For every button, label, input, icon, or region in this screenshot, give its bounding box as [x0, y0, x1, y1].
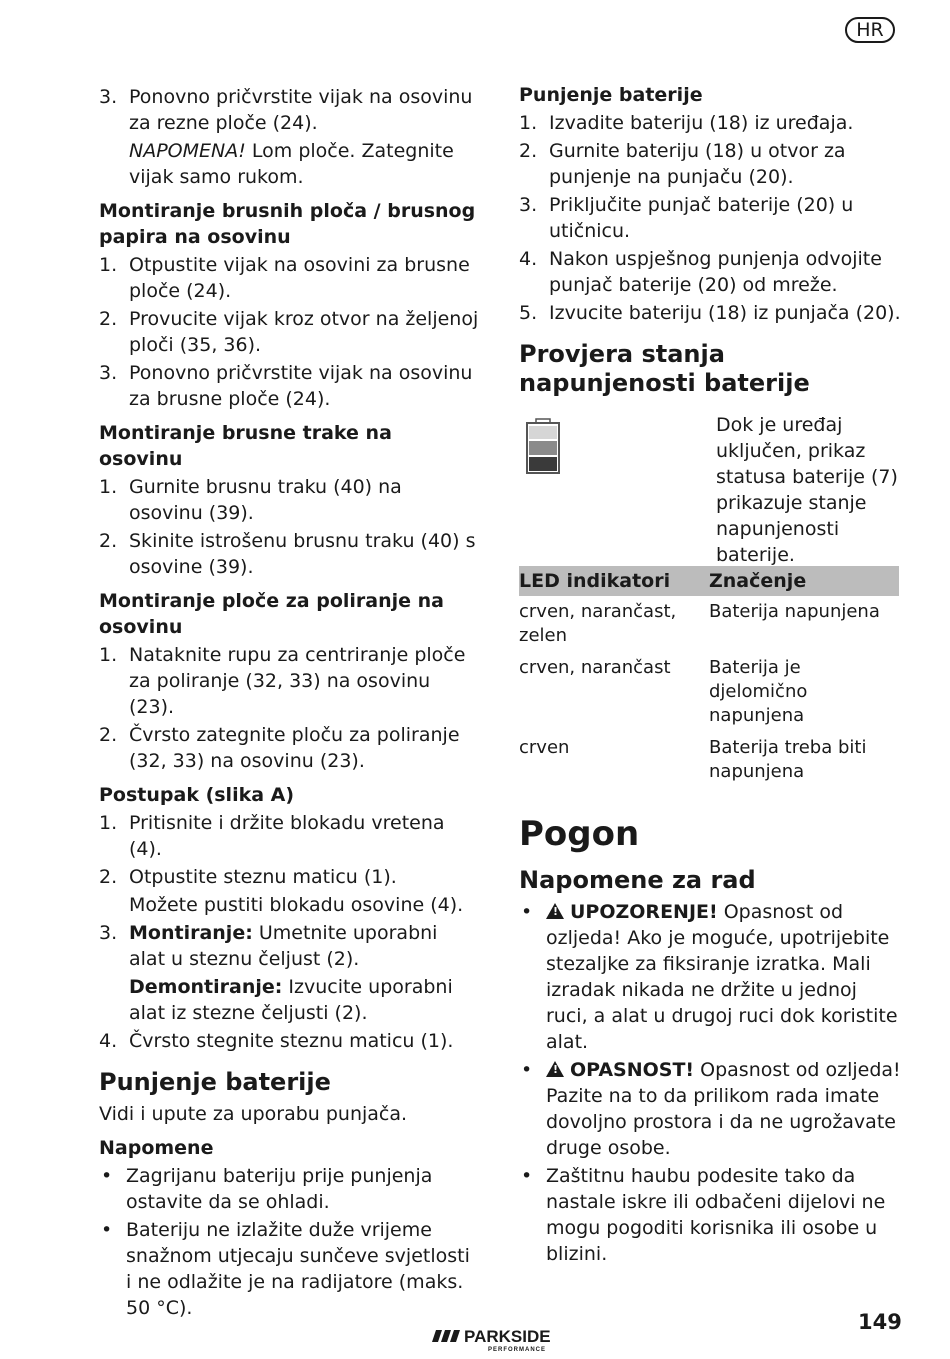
bullet-text: Bateriju ne izlažite duže vrijeme snažnom utjecaju sunčeve svjetlosti i ne odlažite je na radijatore (maks. 50 °C).	[126, 1219, 470, 1319]
step-bold-label: Montiranje:	[129, 922, 253, 944]
step-text: Otpustite vijak na osovini za brusne ploče (24).	[129, 254, 470, 302]
note-label: NAPOMENA!	[129, 140, 246, 162]
bullet-dot: •	[101, 1165, 113, 1187]
step-list	[99, 84, 479, 190]
step-extra	[129, 974, 479, 1026]
warning-icon: !	[546, 1061, 564, 1077]
step-text: Čvrsto zategnite ploču za poliranje (32, 33) na osovinu (23).	[129, 724, 460, 772]
chapter-title: Pogon	[519, 814, 640, 854]
table-cell: Baterija napunjena	[709, 601, 880, 622]
bullet-text: Opasnost od ozljeda! Pazite na to da prilikom rada imate dovoljno prostora i da ne ugrožavate druge osobe.	[546, 1059, 901, 1159]
list-item	[99, 474, 479, 526]
section-heading: Montiranje brusnih ploča / brusnog papira na osovinu	[99, 200, 476, 248]
step-number: 3.	[99, 922, 118, 944]
section-title: Punjenje baterije	[99, 1068, 331, 1096]
step-list	[99, 810, 479, 1054]
step-list	[99, 252, 479, 412]
step-text: Pritisnite i držite blokadu vretena (4).	[129, 812, 445, 860]
section-title: Napomene za rad	[519, 866, 756, 894]
list-item	[99, 252, 479, 304]
step-number: 1.	[99, 254, 118, 276]
section-heading: Montiranje ploče za poliranje na osovinu	[99, 590, 444, 638]
table-cell: crven, narančast, zelen	[519, 601, 677, 646]
list-item	[519, 300, 901, 326]
step-text: Priključite punjač baterije (20) u utičnicu.	[549, 194, 854, 242]
step-text: Skinite istrošenu brusnu traku (40) s osovine (39).	[129, 530, 476, 578]
table-row	[519, 652, 899, 732]
left-column	[99, 82, 479, 1321]
list-item	[99, 1163, 479, 1215]
note-text: Lom ploče. Zategnite vijak samo rukom.	[129, 140, 454, 188]
step-text: Izvucite bateriju (18) iz punjača (20).	[549, 302, 901, 324]
step-text: Čvrsto stegnite steznu maticu (1).	[129, 1030, 454, 1052]
list-item	[519, 1057, 901, 1161]
bullet-dot: •	[101, 1219, 113, 1241]
step-number: 3.	[99, 362, 118, 384]
step-text: Izvadite bateriju (18) iz uređaja.	[549, 112, 854, 134]
step-text: Gurnite bateriju (18) u otvor za punjenje na punjaču (20).	[549, 140, 846, 188]
step-text: Ponovno pričvrstite vijak na osovinu za brusne ploče (24).	[129, 362, 473, 410]
battery-status-block	[519, 412, 901, 566]
section-heading: Postupak (slika A)	[99, 784, 295, 806]
bullet-list	[519, 899, 901, 1267]
step-text: Provucite vijak kroz otvor na željenoj ploči (35, 36).	[129, 308, 479, 356]
table-header: Značenje	[709, 566, 899, 596]
step-number: 5.	[519, 302, 538, 324]
bullet-dot: •	[521, 901, 533, 923]
list-item	[99, 306, 479, 358]
list-item	[99, 360, 479, 412]
step-extra: Možete pustiti blokadu osovine (4).	[129, 894, 464, 916]
warning-label: UPOZORENJE!	[570, 901, 718, 923]
list-item	[99, 722, 479, 774]
bullet-dot: •	[521, 1165, 533, 1187]
page-number: 149	[858, 1310, 902, 1334]
list-item	[519, 138, 901, 190]
list-item	[519, 246, 901, 298]
table-header: LED indikatori	[519, 566, 709, 596]
list-item	[99, 1217, 479, 1321]
step-number: 1.	[519, 112, 538, 134]
language-badge: HR	[845, 17, 895, 43]
table-row	[519, 596, 899, 652]
parkside-logo	[430, 1318, 590, 1354]
right-column	[519, 82, 901, 1267]
list-item	[99, 810, 479, 862]
list-item	[519, 899, 901, 1055]
step-number: 3.	[519, 194, 538, 216]
step-text: Umetnite uporabni alat u steznu čeljust (2).	[129, 922, 438, 970]
step-text: Otpustite steznu maticu (1).	[129, 866, 397, 888]
bullet-text: Zagrijanu bateriju prije punjenja ostavite da se ohladi.	[126, 1165, 433, 1213]
list-item	[99, 920, 479, 1026]
list-item	[519, 1163, 901, 1267]
list-item	[99, 864, 479, 918]
step-number: 4.	[519, 248, 538, 270]
step-text: Nakon uspješnog punjenja odvojite punjač baterije (20) od mreže.	[549, 248, 882, 296]
step-list	[519, 110, 901, 326]
step-text: Ponovno pričvrstite vijak na osovinu za rezne ploče (24).	[129, 86, 473, 134]
step-number: 4.	[99, 1030, 118, 1052]
section-heading: Montiranje brusne trake na osovinu	[99, 422, 392, 470]
list-item	[519, 110, 901, 136]
step-bold-label: Demontiranje:	[129, 976, 283, 998]
table-row	[519, 732, 899, 788]
note-line	[129, 138, 479, 190]
step-number: 2.	[99, 530, 118, 552]
list-item	[99, 528, 479, 580]
bullet-text: Opasnost od ozljeda! Ako je moguće, upotrijebite stezaljke za fiksiranje izratka. Mali izradak nikada ne držite u jednoj ruci, a alat u drugoj ruci dok koristite alat.	[546, 901, 898, 1053]
brand-name: PARKSIDE	[464, 1327, 551, 1346]
battery-description: Dok je uređaj uključen, prikaz statusa baterije (7) prikazuje stanje napunjenosti baterije.	[716, 414, 898, 566]
list-item	[99, 642, 479, 720]
table-cell: Baterija treba biti napunjena	[709, 737, 867, 782]
step-text: Gurnite brusnu traku (40) na osovinu (39).	[129, 476, 402, 524]
brand-subtitle: PERFORMANCE	[488, 1347, 547, 1353]
step-number: 3.	[99, 86, 118, 108]
warning-icon: !	[546, 903, 564, 919]
step-number: 1.	[99, 476, 118, 498]
section-heading: Napomene	[99, 1137, 214, 1159]
step-text: Izvucite uporabni alat iz stezne čeljusti (2).	[129, 976, 453, 1024]
danger-label: OPASNOST!	[570, 1059, 695, 1081]
bullet-dot: •	[521, 1059, 533, 1081]
step-number: 2.	[99, 724, 118, 746]
section-title: Provjera stanja napunjenosti baterije	[519, 340, 810, 397]
bullet-text: Zaštitnu haubu podesite tako da nastale iskre ili odbačeni dijelovi ne mogu pogoditi korisnika ili osobe u blizini.	[546, 1165, 886, 1265]
step-list	[99, 642, 479, 774]
bullet-list	[99, 1163, 479, 1321]
step-list	[99, 474, 479, 580]
step-text: Nataknite rupu za centriranje ploče za poliranje (32, 33) na osovinu (23).	[129, 644, 466, 718]
step-number: 2.	[99, 866, 118, 888]
step-number: 2.	[99, 308, 118, 330]
paragraph: Vidi i upute za uporabu punjača.	[99, 1103, 408, 1125]
table-cell: Baterija je djelomično napunjena	[709, 657, 808, 726]
step-number: 1.	[99, 812, 118, 834]
led-table	[519, 566, 899, 788]
list-item	[99, 84, 479, 190]
list-item	[99, 1028, 479, 1054]
list-item	[519, 192, 901, 244]
table-header-row	[519, 566, 899, 596]
section-heading: Punjenje baterije	[519, 84, 703, 106]
step-number: 1.	[99, 644, 118, 666]
step-number: 2.	[519, 140, 538, 162]
battery-icon	[525, 418, 561, 474]
table-cell: crven	[519, 737, 570, 758]
table-cell: crven, narančast	[519, 657, 671, 678]
